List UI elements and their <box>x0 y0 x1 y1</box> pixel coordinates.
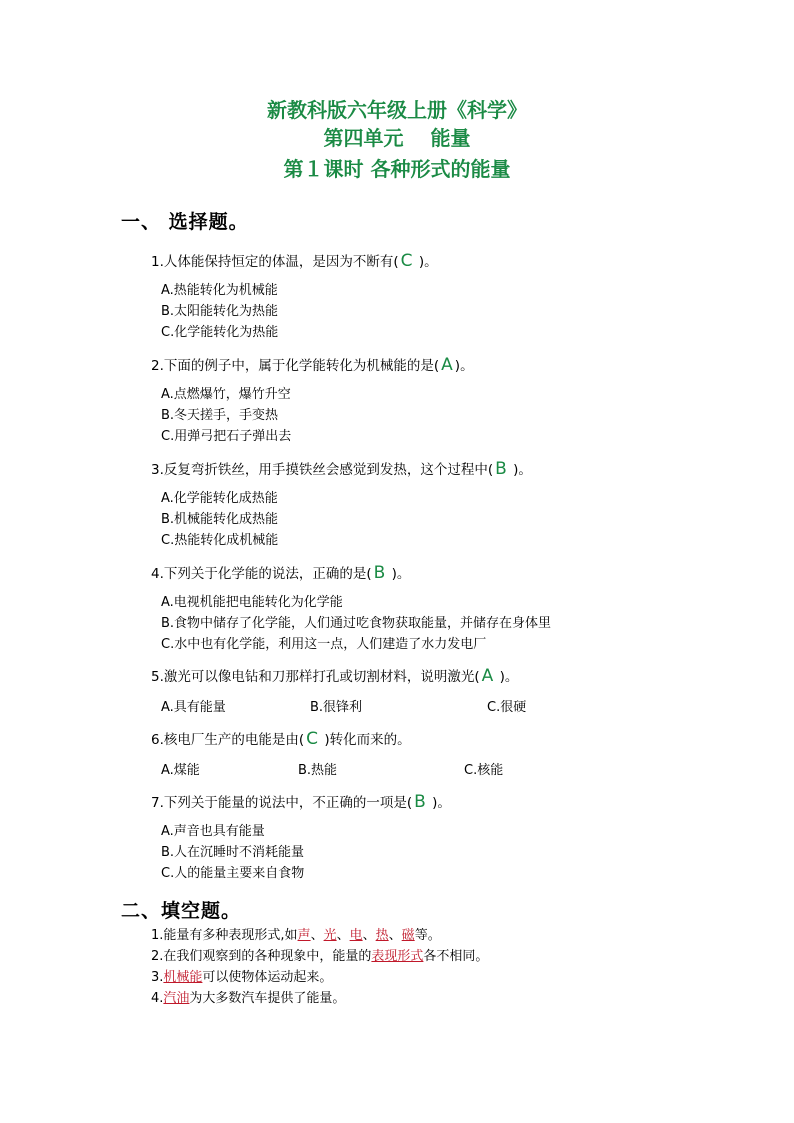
question-6 <box>151 728 411 749</box>
option-c: C.很硬 <box>487 700 527 715</box>
question-4 <box>151 562 410 583</box>
question-text: 1.人体能保持恒定的体温，是因为不断有( <box>151 254 399 270</box>
question-3 <box>151 458 532 479</box>
fill-suffix: 可以使物体运动起来。 <box>202 970 333 985</box>
answer: A <box>481 666 494 686</box>
question-text: 3.反复弯折铁丝，用手摸铁丝会感觉到发热，这个过程中( <box>151 462 494 478</box>
option-b: B.冬天搓手，手变热 <box>161 408 279 423</box>
option-c: C.核能 <box>464 763 504 778</box>
option-b: B.人在沉睡时不消耗能量 <box>161 845 305 860</box>
fill-text: 2.在我们观察到的各种现象中，能量的 <box>151 949 372 964</box>
question-text: 7.下列关于能量的说法中，不正确的一项是( <box>151 795 413 811</box>
question-5 <box>151 665 518 686</box>
question-text: 2.下面的例子中，属于化学能转化为机械能的是( <box>151 358 440 374</box>
fill-item-1 <box>151 925 441 946</box>
option-b: B.热能 <box>298 763 338 778</box>
unit-title: 第四单元 能量 <box>323 126 471 150</box>
answer: A <box>441 355 453 375</box>
question-text: 6.核电厂生产的电能是由( <box>151 732 305 748</box>
option-c: C.用弹弓把石子弹出去 <box>161 429 292 444</box>
question-suffix: )。 <box>427 795 451 811</box>
question-text: 5.激光可以像电钻和刀那样打孔或切割材料，说明激光( <box>151 669 480 685</box>
question-suffix: )。 <box>454 358 474 374</box>
question-suffix: )转化而来的。 <box>320 732 411 748</box>
separator: 、 <box>388 928 402 943</box>
option-a: A.具有能量 <box>161 700 226 715</box>
question-7 <box>151 791 451 812</box>
question-suffix: )。 <box>508 462 532 478</box>
option-b: B.很锋利 <box>310 700 363 715</box>
fill-answer: 汽油 <box>163 991 190 1006</box>
fill-text: 1.能量有多种表现形式,如 <box>151 928 298 943</box>
option-c: C.水中也有化学能，利用这一点，人们建造了水力发电厂 <box>161 637 487 652</box>
fill-answer: 磁 <box>401 928 415 943</box>
section-choice-title: 一、 选择题。 <box>121 211 249 233</box>
option-c: C.热能转化成机械能 <box>161 533 279 548</box>
fill-suffix: 等。 <box>414 928 441 943</box>
separator: 、 <box>310 928 324 943</box>
fill-item-2 <box>151 946 488 967</box>
question-1 <box>151 250 438 271</box>
option-a: A.煤能 <box>161 763 200 778</box>
fill-item-3 <box>151 967 332 988</box>
fill-answer: 机械能 <box>163 970 203 985</box>
separator: 、 <box>336 928 350 943</box>
fill-answer: 热 <box>375 928 389 943</box>
fill-suffix: 为大多数汽车提供了能量。 <box>189 991 346 1006</box>
option-a: A.电视机能把电能转化为化学能 <box>161 595 343 610</box>
question-suffix: )。 <box>387 566 411 582</box>
option-a: A.点燃爆竹，爆竹升空 <box>161 387 291 402</box>
fill-answer: 声 <box>297 928 311 943</box>
option-b: B.食物中储存了化学能，人们通过吃食物获取能量，并储存在身体里 <box>161 616 552 631</box>
fill-suffix: 各不相同。 <box>423 949 489 964</box>
fill-item-4 <box>151 988 345 1009</box>
fill-answer: 表现形式 <box>371 949 424 964</box>
option-a: A.化学能转化成热能 <box>161 491 278 506</box>
document-header <box>0 96 794 183</box>
question-2 <box>151 354 474 375</box>
fill-answer: 光 <box>323 928 337 943</box>
answer: C <box>400 251 413 271</box>
option-b: B.机械能转化成热能 <box>161 512 279 527</box>
separator: 、 <box>362 928 376 943</box>
option-a: A.热能转化为机械能 <box>161 283 278 298</box>
book-title: 新教科版六年级上册《科学》 <box>267 98 527 122</box>
answer: C <box>306 729 319 749</box>
option-b: B.太阳能转化为热能 <box>161 304 279 319</box>
answer: B <box>373 563 386 583</box>
question-suffix: )。 <box>414 254 438 270</box>
question-suffix: )。 <box>495 669 519 685</box>
option-c: C.人的能量主要来自食物 <box>161 866 305 881</box>
answer: B <box>495 459 507 479</box>
lesson-title: 第１课时 各种形式的能量 <box>283 157 511 181</box>
section-fill-title: 二、填空题。 <box>121 900 242 922</box>
option-a: A.声音也具有能量 <box>161 824 265 839</box>
answer: B <box>414 792 426 812</box>
question-text: 4.下列关于化学能的说法，正确的是( <box>151 566 372 582</box>
fill-number: 4. <box>151 991 164 1006</box>
option-c: C.化学能转化为热能 <box>161 325 279 340</box>
fill-number: 3. <box>151 970 164 985</box>
fill-answer: 电 <box>349 928 363 943</box>
